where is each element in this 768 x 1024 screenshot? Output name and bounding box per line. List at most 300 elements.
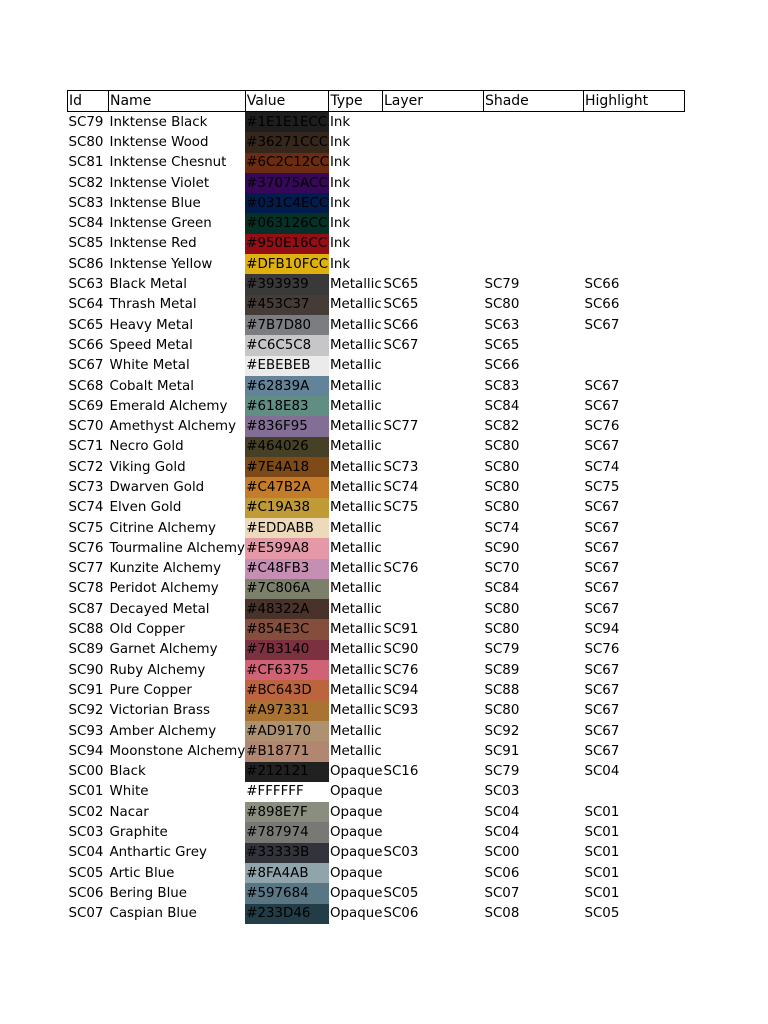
cell-name[interactable]: Peridot Alchemy bbox=[109, 581, 219, 597]
cell-value[interactable]: #393939 bbox=[245, 274, 329, 294]
cell-id[interactable]: SC02 bbox=[68, 804, 104, 820]
cell-type[interactable]: Metallic bbox=[329, 581, 382, 597]
cell-layer[interactable] bbox=[382, 396, 483, 416]
cell-value[interactable]: #212121 bbox=[245, 762, 329, 782]
cell-value[interactable]: #EBEBEB bbox=[245, 356, 329, 376]
cell-name[interactable]: Citrine Alchemy bbox=[109, 520, 216, 536]
cell-shade[interactable]: SC79 bbox=[484, 277, 520, 293]
cell-type[interactable]: Metallic bbox=[329, 479, 382, 495]
cell-value[interactable]: #950E16CC bbox=[245, 234, 329, 254]
cell-shade[interactable]: SC79 bbox=[484, 764, 520, 780]
cell-name[interactable]: Inktense Violet bbox=[109, 175, 210, 191]
cell-id[interactable]: SC65 bbox=[68, 317, 104, 333]
cell-highlight[interactable] bbox=[583, 335, 684, 355]
cell-layer[interactable] bbox=[382, 193, 483, 213]
cell-id[interactable]: SC66 bbox=[68, 337, 104, 353]
header-type[interactable]: Type bbox=[329, 91, 382, 112]
cell-id[interactable]: SC03 bbox=[68, 825, 104, 841]
cell-id[interactable]: SC91 bbox=[68, 682, 104, 698]
cell-value[interactable]: #7E4A18 bbox=[245, 457, 329, 477]
cell-shade[interactable]: SC84 bbox=[484, 398, 520, 414]
table-body bbox=[68, 112, 685, 924]
cell-id[interactable]: SC76 bbox=[68, 540, 104, 556]
cell-name[interactable]: Inktense Wood bbox=[109, 134, 209, 150]
cell-shade[interactable] bbox=[483, 213, 583, 233]
cell-highlight[interactable]: SC01 bbox=[584, 885, 620, 901]
cell-name[interactable]: Dwarven Gold bbox=[109, 479, 205, 495]
table-row bbox=[68, 112, 685, 133]
cell-type[interactable]: Metallic bbox=[329, 540, 382, 556]
cell-value[interactable]: #A97331 bbox=[245, 701, 329, 721]
cell-name[interactable]: Thrash Metal bbox=[109, 297, 197, 313]
cell-shade[interactable]: SC80 bbox=[484, 439, 520, 455]
cell-layer[interactable]: SC93 bbox=[383, 703, 419, 719]
cell-id[interactable]: SC92 bbox=[68, 703, 104, 719]
cell-id[interactable]: SC68 bbox=[68, 378, 104, 394]
cell-highlight[interactable] bbox=[583, 782, 684, 802]
cell-name[interactable]: Bering Blue bbox=[109, 885, 188, 901]
cell-highlight[interactable]: SC76 bbox=[584, 642, 620, 658]
cell-id[interactable]: SC67 bbox=[68, 358, 104, 374]
cell-name[interactable]: Cobalt Metal bbox=[109, 378, 194, 394]
cell-value[interactable]: #898E7F bbox=[245, 802, 329, 822]
cell-shade[interactable]: SC90 bbox=[484, 540, 520, 556]
cell-layer[interactable]: SC05 bbox=[383, 885, 419, 901]
cell-value[interactable]: #AD9170 bbox=[245, 721, 329, 741]
cell-name[interactable]: White Metal bbox=[109, 358, 190, 374]
cell-id[interactable]: SC70 bbox=[68, 419, 104, 435]
cell-shade[interactable] bbox=[483, 254, 583, 274]
cell-shade[interactable]: SC80 bbox=[484, 459, 520, 475]
cell-highlight[interactable]: SC74 bbox=[584, 459, 620, 475]
cell-shade[interactable]: SC04 bbox=[484, 825, 520, 841]
cell-layer[interactable]: SC76 bbox=[383, 561, 419, 577]
cell-id[interactable]: SC89 bbox=[68, 642, 104, 658]
cell-layer[interactable] bbox=[382, 437, 483, 457]
cell-type[interactable]: Opaque bbox=[329, 784, 383, 800]
cell-value[interactable]: #031C4ECC bbox=[245, 193, 329, 213]
cell-highlight[interactable] bbox=[583, 254, 684, 274]
cell-id[interactable]: SC07 bbox=[68, 906, 104, 922]
cell-value[interactable]: #C19A38 bbox=[245, 498, 329, 518]
cell-value[interactable]: #597684 bbox=[245, 883, 329, 903]
cell-highlight[interactable]: SC67 bbox=[584, 561, 620, 577]
cell-shade[interactable] bbox=[483, 173, 583, 193]
cell-highlight[interactable]: SC67 bbox=[584, 378, 620, 394]
cell-value[interactable]: #33333B bbox=[245, 843, 329, 863]
header-name[interactable]: Name bbox=[109, 91, 246, 112]
cell-type[interactable]: Metallic bbox=[329, 520, 382, 536]
cell-value[interactable]: #854E3C bbox=[245, 619, 329, 639]
cell-value[interactable]: #37075ACC bbox=[245, 173, 329, 193]
cell-name[interactable]: Victorian Brass bbox=[109, 703, 210, 719]
cell-shade[interactable]: SC04 bbox=[484, 804, 520, 820]
cell-type[interactable]: Opaque bbox=[329, 845, 383, 861]
cell-highlight[interactable] bbox=[583, 193, 684, 213]
table-row bbox=[68, 802, 685, 822]
cell-name[interactable]: Caspian Blue bbox=[109, 906, 197, 922]
cell-highlight[interactable]: SC76 bbox=[584, 419, 620, 435]
cell-layer[interactable]: SC16 bbox=[383, 764, 419, 780]
cell-value[interactable]: #36271CCC bbox=[245, 132, 329, 152]
cell-shade[interactable] bbox=[483, 193, 583, 213]
cell-type[interactable]: Opaque bbox=[329, 906, 383, 922]
cell-value[interactable]: #787974 bbox=[245, 822, 329, 842]
header-highlight[interactable]: Highlight bbox=[583, 91, 684, 112]
cell-shade[interactable] bbox=[483, 112, 583, 133]
cell-type[interactable]: Metallic bbox=[329, 743, 382, 759]
cell-name[interactable]: Nacar bbox=[109, 804, 149, 820]
cell-layer[interactable] bbox=[382, 802, 483, 822]
cell-id[interactable]: SC63 bbox=[68, 277, 104, 293]
cell-shade[interactable]: SC03 bbox=[484, 784, 520, 800]
cell-type[interactable]: Metallic bbox=[329, 378, 382, 394]
cell-highlight[interactable]: SC67 bbox=[584, 439, 620, 455]
cell-id[interactable]: SC81 bbox=[68, 155, 104, 171]
cell-shade[interactable]: SC92 bbox=[484, 723, 520, 739]
cell-id[interactable]: SC01 bbox=[68, 784, 104, 800]
cell-highlight[interactable]: SC01 bbox=[584, 845, 620, 861]
cell-value[interactable]: #CF6375 bbox=[245, 660, 329, 680]
cell-type[interactable]: Metallic bbox=[329, 642, 382, 658]
cell-id[interactable]: SC79 bbox=[68, 114, 104, 130]
cell-shade[interactable]: SC89 bbox=[484, 662, 520, 678]
cell-value[interactable]: #1E1E1ECC bbox=[245, 112, 329, 133]
cell-name[interactable]: White bbox=[109, 784, 149, 800]
cell-layer[interactable] bbox=[382, 721, 483, 741]
cell-id[interactable]: SC80 bbox=[68, 134, 104, 150]
cell-layer[interactable]: SC73 bbox=[383, 459, 419, 475]
table-row bbox=[68, 457, 685, 477]
table-row bbox=[68, 518, 685, 538]
cell-highlight[interactable] bbox=[583, 112, 684, 133]
cell-name[interactable]: Inktense Black bbox=[109, 114, 208, 130]
cell-highlight[interactable]: SC01 bbox=[584, 804, 620, 820]
cell-value[interactable]: #C6C5C8 bbox=[245, 335, 329, 355]
cell-id[interactable]: SC00 bbox=[68, 764, 104, 780]
cell-highlight[interactable] bbox=[583, 213, 684, 233]
cell-shade[interactable]: SC91 bbox=[484, 743, 520, 759]
cell-highlight[interactable]: SC67 bbox=[584, 317, 620, 333]
cell-value[interactable]: #E599A8 bbox=[245, 538, 329, 558]
table-row bbox=[68, 274, 685, 294]
cell-type[interactable]: Metallic bbox=[329, 723, 382, 739]
cell-id[interactable]: SC93 bbox=[68, 723, 104, 739]
cell-layer[interactable] bbox=[382, 132, 483, 152]
cell-value[interactable]: #DFB10FCC bbox=[245, 254, 329, 274]
cell-id[interactable]: SC90 bbox=[68, 662, 104, 678]
cell-shade[interactable] bbox=[483, 153, 583, 173]
cell-type[interactable]: Opaque bbox=[329, 885, 383, 901]
cell-highlight[interactable] bbox=[583, 356, 684, 376]
cell-shade[interactable]: SC65 bbox=[484, 337, 520, 353]
cell-value[interactable]: #836F95 bbox=[245, 416, 329, 436]
cell-highlight[interactable] bbox=[583, 132, 684, 152]
cell-id[interactable]: SC78 bbox=[68, 581, 104, 597]
cell-id[interactable]: SC05 bbox=[68, 865, 104, 881]
cell-type[interactable]: Ink bbox=[329, 134, 351, 150]
cell-layer[interactable] bbox=[382, 822, 483, 842]
cell-type[interactable]: Opaque bbox=[329, 865, 383, 881]
cell-layer[interactable]: SC67 bbox=[383, 337, 419, 353]
cell-shade[interactable]: SC80 bbox=[484, 500, 520, 516]
table-row bbox=[68, 173, 685, 193]
cell-highlight[interactable]: SC67 bbox=[584, 682, 620, 698]
cell-name[interactable]: Moonstone Alchemy bbox=[109, 743, 246, 759]
cell-name[interactable]: Tourmaline Alchemy bbox=[109, 540, 245, 556]
cell-name[interactable]: Speed Metal bbox=[109, 337, 193, 353]
cell-type[interactable]: Metallic bbox=[329, 459, 382, 475]
cell-type[interactable]: Metallic bbox=[329, 337, 382, 353]
header-layer[interactable]: Layer bbox=[382, 91, 483, 112]
cell-shade[interactable] bbox=[483, 132, 583, 152]
cell-name[interactable]: Kunzite Alchemy bbox=[109, 561, 222, 577]
cell-value[interactable]: #EDDABB bbox=[245, 518, 329, 538]
cell-layer[interactable]: SC06 bbox=[383, 906, 419, 922]
cell-value[interactable]: #464026 bbox=[245, 437, 329, 457]
cell-shade[interactable]: SC80 bbox=[484, 297, 520, 313]
cell-highlight[interactable] bbox=[583, 234, 684, 254]
cell-value[interactable]: #C48FB3 bbox=[245, 559, 329, 579]
cell-highlight[interactable]: SC67 bbox=[584, 398, 620, 414]
table-row bbox=[68, 843, 685, 863]
cell-value[interactable]: #7C806A bbox=[245, 579, 329, 599]
cell-shade[interactable]: SC83 bbox=[484, 378, 520, 394]
cell-type[interactable]: Metallic bbox=[329, 398, 382, 414]
cell-type[interactable]: Metallic bbox=[329, 277, 382, 293]
cell-id[interactable]: SC72 bbox=[68, 459, 104, 475]
cell-layer[interactable] bbox=[382, 376, 483, 396]
cell-type[interactable]: Metallic bbox=[329, 622, 382, 638]
cell-highlight[interactable]: SC67 bbox=[584, 703, 620, 719]
cell-type[interactable]: Metallic bbox=[329, 297, 382, 313]
table-row bbox=[68, 559, 685, 579]
cell-value[interactable]: #62839A bbox=[245, 376, 329, 396]
cell-name[interactable]: Graphite bbox=[109, 825, 168, 841]
cell-type[interactable]: Metallic bbox=[329, 601, 382, 617]
table-row bbox=[68, 619, 685, 639]
cell-layer[interactable]: SC65 bbox=[383, 297, 419, 313]
cell-name[interactable]: Garnet Alchemy bbox=[109, 642, 218, 658]
cell-shade[interactable]: SC07 bbox=[484, 885, 520, 901]
cell-id[interactable]: SC94 bbox=[68, 743, 104, 759]
cell-layer[interactable] bbox=[382, 599, 483, 619]
cell-name[interactable]: Inktense Green bbox=[109, 216, 212, 232]
cell-shade[interactable]: SC80 bbox=[484, 703, 520, 719]
cell-id[interactable]: SC75 bbox=[68, 520, 104, 536]
cell-shade[interactable]: SC70 bbox=[484, 561, 520, 577]
cell-value[interactable]: #618E83 bbox=[245, 396, 329, 416]
cell-name[interactable]: Decayed Metal bbox=[109, 601, 210, 617]
cell-highlight[interactable] bbox=[583, 153, 684, 173]
cell-value[interactable]: #6C2C12CC bbox=[245, 153, 329, 173]
cell-id[interactable]: SC04 bbox=[68, 845, 104, 861]
cell-layer[interactable]: SC94 bbox=[383, 682, 419, 698]
cell-type[interactable]: Ink bbox=[329, 155, 351, 171]
cell-shade[interactable]: SC66 bbox=[484, 358, 520, 374]
cell-id[interactable]: SC71 bbox=[68, 439, 104, 455]
cell-name[interactable]: Artic Blue bbox=[109, 865, 175, 881]
cell-layer[interactable] bbox=[382, 863, 483, 883]
cell-layer[interactable] bbox=[382, 112, 483, 133]
cell-type[interactable]: Metallic bbox=[329, 682, 382, 698]
cell-value[interactable]: #B18771 bbox=[245, 741, 329, 761]
header-value[interactable]: Value bbox=[245, 91, 329, 112]
cell-type[interactable]: Metallic bbox=[329, 358, 382, 374]
cell-value[interactable]: #063126CC bbox=[245, 213, 329, 233]
cell-highlight[interactable]: SC67 bbox=[584, 662, 620, 678]
cell-highlight[interactable]: SC67 bbox=[584, 743, 620, 759]
cell-name[interactable]: Ruby Alchemy bbox=[109, 662, 206, 678]
cell-layer[interactable] bbox=[382, 538, 483, 558]
cell-value[interactable]: #7B3140 bbox=[245, 640, 329, 660]
cell-type[interactable]: Metallic bbox=[329, 317, 382, 333]
cell-type[interactable]: Ink bbox=[329, 236, 351, 252]
cell-layer[interactable]: SC74 bbox=[383, 479, 419, 495]
cell-id[interactable]: SC77 bbox=[68, 561, 104, 577]
cell-highlight[interactable]: SC05 bbox=[584, 906, 620, 922]
cell-shade[interactable]: SC63 bbox=[484, 317, 520, 333]
cell-id[interactable]: SC06 bbox=[68, 885, 104, 901]
cell-shade[interactable]: SC08 bbox=[484, 906, 520, 922]
cell-type[interactable]: Metallic bbox=[329, 419, 382, 435]
cell-name[interactable]: Inktense Red bbox=[109, 236, 197, 252]
cell-highlight[interactable]: SC66 bbox=[584, 277, 620, 293]
cell-shade[interactable]: SC80 bbox=[484, 479, 520, 495]
cell-name[interactable]: Inktense Chesnut bbox=[109, 155, 227, 171]
cell-value[interactable]: #C47B2A bbox=[245, 477, 329, 497]
cell-type[interactable]: Ink bbox=[329, 114, 351, 130]
cell-name[interactable]: Amethyst Alchemy bbox=[109, 419, 237, 435]
cell-value[interactable]: #BC643D bbox=[245, 680, 329, 700]
cell-highlight[interactable]: SC67 bbox=[584, 581, 620, 597]
cell-value[interactable]: #453C37 bbox=[245, 295, 329, 315]
cell-type[interactable]: Opaque bbox=[329, 825, 383, 841]
cell-shade[interactable] bbox=[483, 234, 583, 254]
cell-layer[interactable]: SC03 bbox=[383, 845, 419, 861]
cell-id[interactable]: SC88 bbox=[68, 622, 104, 638]
cell-layer[interactable]: SC66 bbox=[383, 317, 419, 333]
cell-layer[interactable] bbox=[382, 518, 483, 538]
cell-id[interactable]: SC64 bbox=[68, 297, 104, 313]
cell-id[interactable]: SC85 bbox=[68, 236, 104, 252]
cell-name[interactable]: Inktense Blue bbox=[109, 195, 201, 211]
cell-type[interactable]: Metallic bbox=[329, 703, 382, 719]
cell-highlight[interactable]: SC67 bbox=[584, 540, 620, 556]
cell-id[interactable]: SC74 bbox=[68, 500, 104, 516]
cell-type[interactable]: Metallic bbox=[329, 500, 382, 516]
cell-shade[interactable]: SC84 bbox=[484, 581, 520, 597]
cell-type[interactable]: Metallic bbox=[329, 439, 382, 455]
cell-highlight[interactable]: SC04 bbox=[584, 764, 620, 780]
cell-type[interactable]: Ink bbox=[329, 216, 351, 232]
cell-name[interactable]: Old Copper bbox=[109, 622, 185, 638]
cell-name[interactable]: Inktense Yellow bbox=[109, 256, 213, 272]
cell-id[interactable]: SC82 bbox=[68, 175, 104, 191]
cell-shade[interactable]: SC06 bbox=[484, 865, 520, 881]
cell-layer[interactable]: SC76 bbox=[383, 662, 419, 678]
cell-type[interactable]: Ink bbox=[329, 195, 351, 211]
cell-highlight[interactable]: SC67 bbox=[584, 601, 620, 617]
cell-shade[interactable]: SC74 bbox=[484, 520, 520, 536]
cell-name[interactable]: Pure Copper bbox=[109, 682, 192, 698]
cell-name[interactable]: Necro Gold bbox=[109, 439, 184, 455]
cell-value[interactable]: #7B7D80 bbox=[245, 315, 329, 335]
cell-name[interactable]: Viking Gold bbox=[109, 459, 186, 475]
cell-id[interactable]: SC86 bbox=[68, 256, 104, 272]
table-row bbox=[68, 741, 685, 761]
cell-highlight[interactable]: SC01 bbox=[584, 865, 620, 881]
cell-value[interactable]: #48322A bbox=[245, 599, 329, 619]
cell-layer[interactable]: SC77 bbox=[383, 419, 419, 435]
cell-type[interactable]: Opaque bbox=[329, 804, 383, 820]
cell-id[interactable]: SC73 bbox=[68, 479, 104, 495]
cell-value[interactable]: #8FA4AB bbox=[245, 863, 329, 883]
cell-shade[interactable]: SC80 bbox=[484, 622, 520, 638]
cell-layer[interactable]: SC90 bbox=[383, 642, 419, 658]
cell-layer[interactable] bbox=[382, 234, 483, 254]
cell-layer[interactable] bbox=[382, 213, 483, 233]
cell-name[interactable]: Emerald Alchemy bbox=[109, 398, 228, 414]
cell-id[interactable]: SC83 bbox=[68, 195, 104, 211]
header-id[interactable]: Id bbox=[68, 91, 109, 112]
cell-layer[interactable]: SC91 bbox=[383, 622, 419, 638]
cell-type[interactable]: Ink bbox=[329, 256, 351, 272]
cell-layer[interactable] bbox=[382, 782, 483, 802]
cell-highlight[interactable]: SC94 bbox=[584, 622, 620, 638]
cell-name[interactable]: Anthartic Grey bbox=[109, 845, 207, 861]
cell-name[interactable]: Amber Alchemy bbox=[109, 723, 217, 739]
cell-layer[interactable] bbox=[382, 356, 483, 376]
cell-highlight[interactable]: SC01 bbox=[584, 825, 620, 841]
header-shade[interactable]: Shade bbox=[483, 91, 583, 112]
cell-name[interactable]: Elven Gold bbox=[109, 500, 182, 516]
cell-id[interactable]: SC84 bbox=[68, 216, 104, 232]
cell-layer[interactable] bbox=[382, 173, 483, 193]
cell-value[interactable]: #233D46 bbox=[245, 904, 329, 924]
cell-highlight[interactable]: SC66 bbox=[584, 297, 620, 313]
cell-shade[interactable]: SC88 bbox=[484, 682, 520, 698]
cell-type[interactable]: Opaque bbox=[329, 764, 383, 780]
cell-type[interactable]: Metallic bbox=[329, 561, 382, 577]
table-row bbox=[68, 153, 685, 173]
cell-type[interactable]: Metallic bbox=[329, 662, 382, 678]
table-row bbox=[68, 863, 685, 883]
cell-highlight[interactable] bbox=[583, 173, 684, 193]
cell-layer[interactable]: SC75 bbox=[383, 500, 419, 516]
cell-highlight[interactable]: SC67 bbox=[584, 520, 620, 536]
cell-layer[interactable] bbox=[382, 153, 483, 173]
cell-name[interactable]: Heavy Metal bbox=[109, 317, 194, 333]
cell-shade[interactable]: SC79 bbox=[484, 642, 520, 658]
cell-layer[interactable]: SC65 bbox=[383, 277, 419, 293]
cell-layer[interactable] bbox=[382, 579, 483, 599]
cell-shade[interactable]: SC82 bbox=[484, 419, 520, 435]
cell-type[interactable]: Ink bbox=[329, 175, 351, 191]
cell-highlight[interactable]: SC67 bbox=[584, 500, 620, 516]
cell-name[interactable]: Black Metal bbox=[109, 277, 187, 293]
cell-highlight[interactable]: SC75 bbox=[584, 479, 620, 495]
cell-value[interactable]: #FFFFFF bbox=[245, 782, 329, 802]
cell-shade[interactable]: SC80 bbox=[484, 601, 520, 617]
cell-layer[interactable] bbox=[382, 254, 483, 274]
cell-highlight[interactable]: SC67 bbox=[584, 723, 620, 739]
cell-layer[interactable] bbox=[382, 741, 483, 761]
cell-name[interactable]: Black bbox=[109, 764, 146, 780]
cell-shade[interactable]: SC00 bbox=[484, 845, 520, 861]
cell-id[interactable]: SC69 bbox=[68, 398, 104, 414]
cell-id[interactable]: SC87 bbox=[68, 601, 104, 617]
